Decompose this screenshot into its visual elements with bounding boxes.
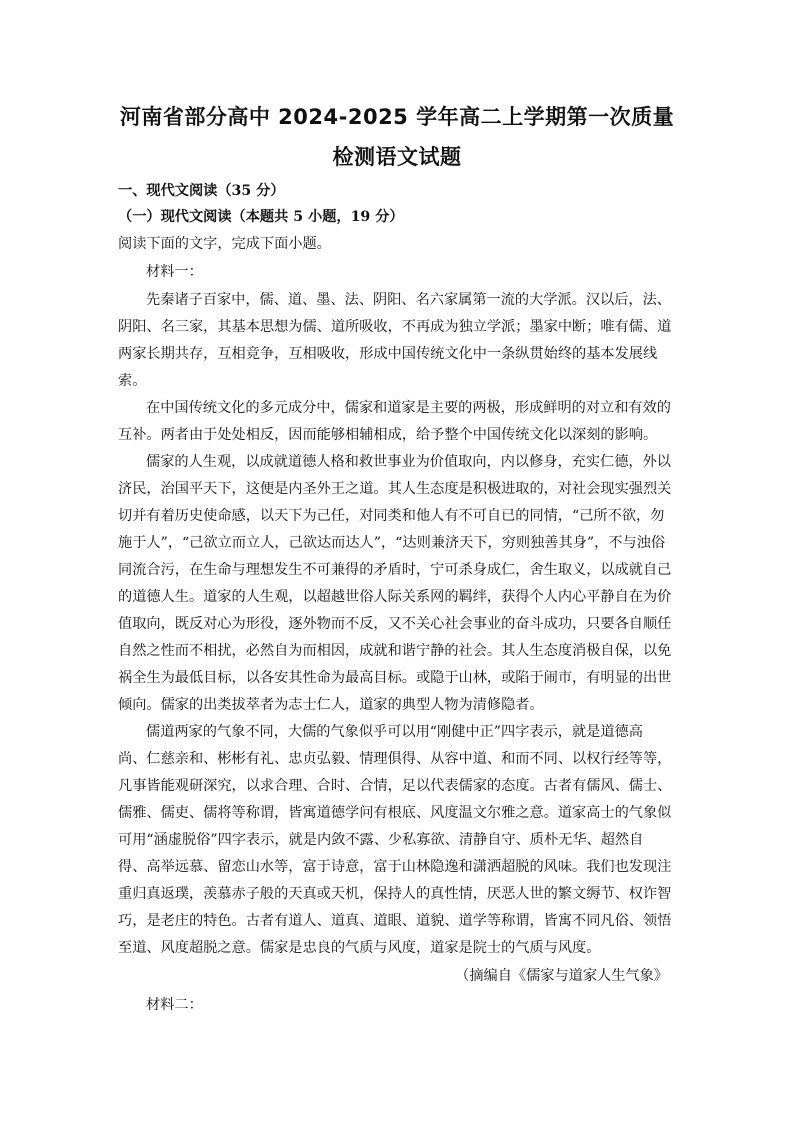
exam-title-line-1: 河南省部分高中 2024-2025 学年高二上学期第一次质量	[119, 105, 675, 129]
source-citation: （摘编自《儒家与道家人生气象》	[455, 968, 668, 984]
passage-line: 至道、风度超脱之意。儒家是忠良的气质与风度，道家是院士的气质与风度。	[118, 940, 601, 956]
passage-line: 自然之性而不相扰，必然自为而相因，成就和谐宁静的社会。其人生态度消极自保，以免	[118, 643, 672, 659]
passage-line: 重归真返璞，羡慕赤子般的天真或天机，保持人的真性情，厌恶人世的繁文缛节、权诈智	[118, 886, 672, 902]
passage-line: 先秦诸子百家中，儒、道、墨、法、阴阳、名六家属第一流的大学派。汉以后，法、	[146, 292, 671, 308]
passage-line: 施于人”，“己欲立而立人，己欲达而达人”，“达则兼济天下，穷则独善其身”，不与浊俗	[118, 535, 666, 551]
passage-line: 儒家的人生观，以成就道德人格和救世事业为价值取向，内以修身，充实仁德，外以	[146, 454, 671, 470]
passage-line: 切并有着历史使命感，以天下为己任，对同类和他人有不可自已的同情，“己所不欲，勿	[118, 508, 665, 524]
passage-line: 阴阳、名三家，其基本思想为儒、道所吸收，不再成为独立学派；墨家中断；唯有儒、道	[118, 319, 672, 335]
passage-line: 儒雅、儒吏、儒将等称谓，皆寓道德学问有根底、风度温文尔雅之意。道家高士的气象似	[118, 805, 672, 821]
material-two-label: 材料二：	[146, 997, 203, 1013]
passage-line: 同流合污，在生命与理想发生不可兼得的矛盾时，宁可杀身成仁，舍生取义，以成就自己	[118, 562, 672, 578]
subsection-heading: （一）现代文阅读（本题共 5 小题，19 分）	[118, 209, 404, 225]
passage-line: 巧，是老庄的特色。古者有道人、道真、道眼、道貌、道学等称谓，皆寓不同凡俗、领悟	[118, 913, 672, 929]
passage-line: 祸全生为最低目标，以各安其性命为最高目标。或隐于山林，或陷于闹市，有明显的出世	[118, 670, 672, 686]
passage-line: 尚、仁慈亲和、彬彬有礼、忠贞弘毅、情理俱得、从容中道、和而不同、以权行经等等，	[118, 751, 672, 767]
passage-line: 凡事皆能观研深究，以求合理、合时、合情，足以代表儒家的态度。古者有儒风、儒士、	[118, 778, 672, 794]
passage-line: 在中国传统文化的多元成分中，儒家和道家是主要的两极，形成鲜明的对立和有效的	[146, 400, 671, 416]
section-heading: 一、现代文阅读（35 分）	[118, 183, 285, 199]
material-one-label: 材料一：	[146, 264, 203, 280]
passage-line: 得、高举远慕、留恋山水等，富于诗意，富于山林隐逸和潇洒超脱的风味。我们也发现注	[118, 859, 672, 875]
passage-line: 值取向，既反对心为形役，逐外物而不反，又不关心社会事业的奋斗成功，只要各自顺任	[118, 616, 672, 632]
passage-line: 互补。两者由于处处相反，因而能够相辅相成，给予整个中国传统文化以深刻的影响。	[118, 427, 658, 443]
passage-line: 索。	[118, 373, 147, 389]
passage-line: 两家长期共存，互相竞争，互相吸收，形成中国传统文化中一条纵贯始终的基本发展线	[118, 346, 658, 362]
exam-title-line-2: 检测语文试题	[332, 145, 462, 169]
passage-line: 的道德人生。道家的人生观，以超越世俗人际关系网的羁绊，获得个人内心平静自在为价	[118, 589, 672, 605]
passage-line: 济民，治国平天下，这便是内圣外王之道。其人生态度是积极进取的，对社会现实强烈关	[118, 481, 672, 497]
passage-line: 可用“涵虚脱俗”四字表示，就是内敛不露、少私寡欲、清静自守、质朴无华、超然自	[118, 832, 644, 848]
reading-instruction: 阅读下面的文字，完成下面小题。	[118, 236, 331, 252]
passage-line: 倾向。儒家的出类拔萃者为志士仁人，道家的典型人物为清修隐者。	[118, 697, 544, 713]
passage-line: 儒道两家的气象不同，大儒的气象似乎可以用“刚健中正”四字表示，就是道德高	[146, 724, 643, 740]
